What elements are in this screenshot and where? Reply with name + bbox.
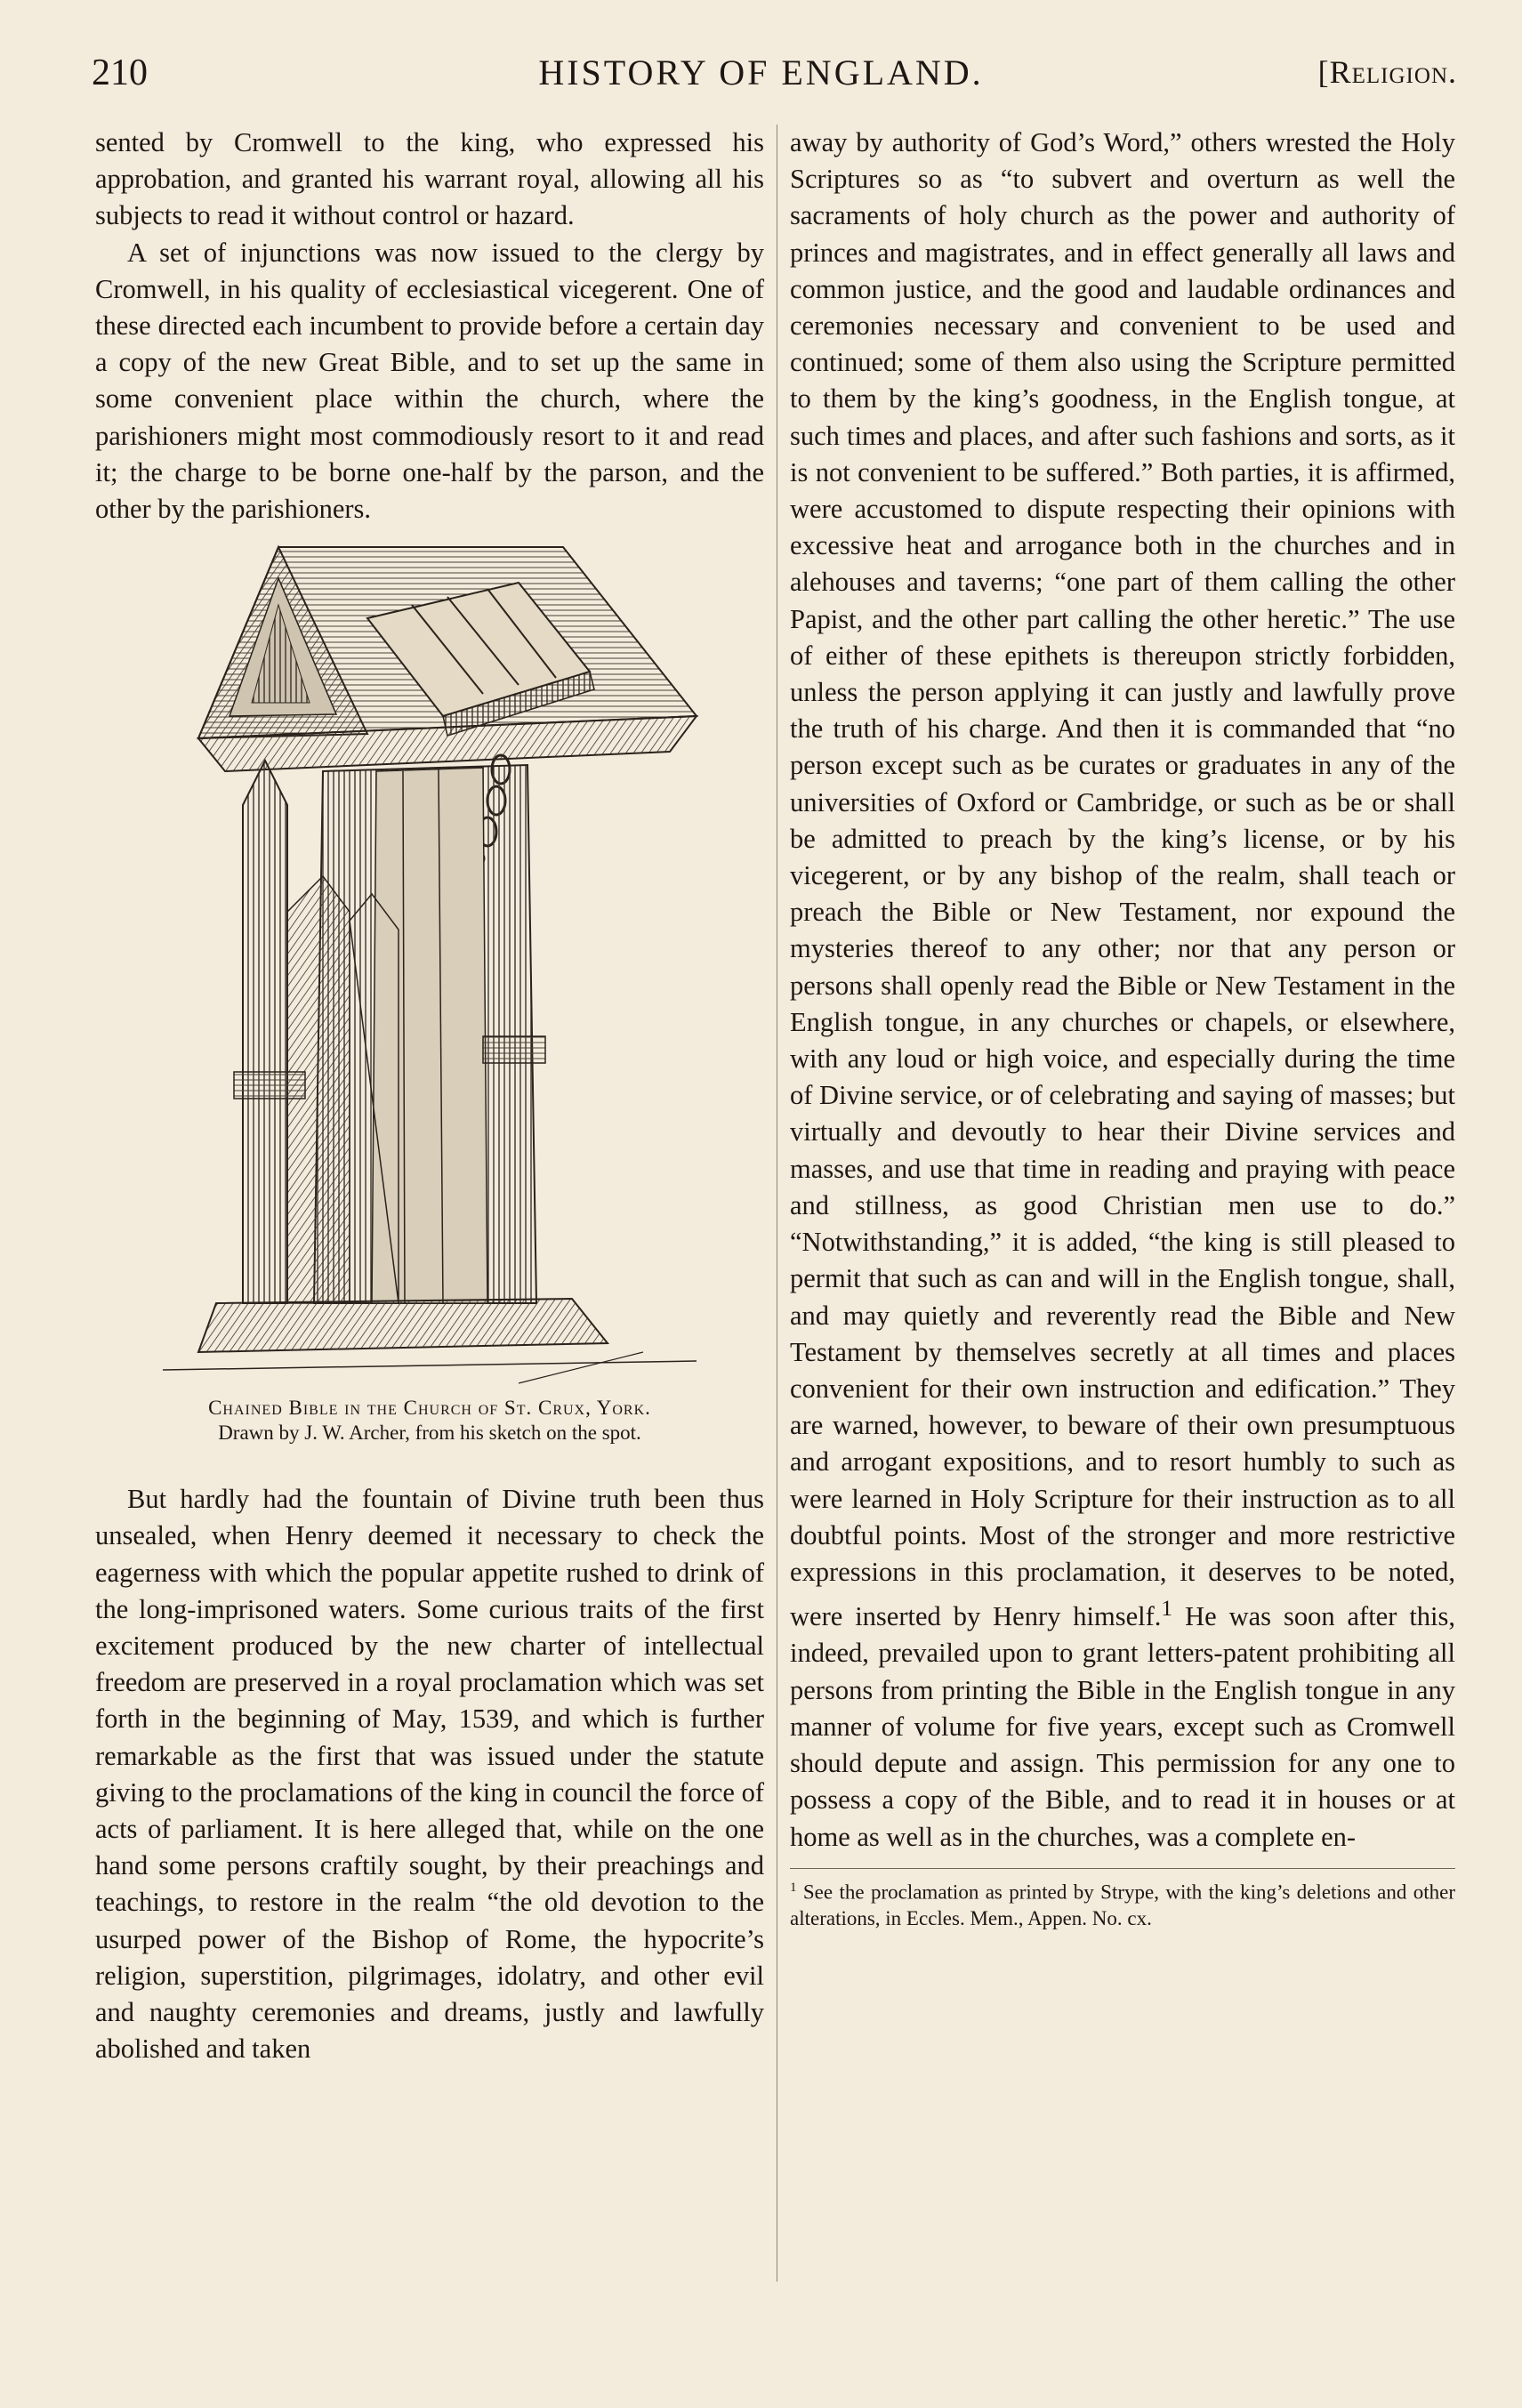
section-label: [Religion. <box>1317 54 1457 90</box>
caption-credit: Drawn by J. W. Archer, from his sketch on the spot. <box>218 1421 641 1445</box>
chained-bible-lectern-icon <box>145 538 714 1392</box>
right-column <box>790 125 1455 1932</box>
figure-caption <box>95 1396 764 1446</box>
running-header <box>0 52 1522 105</box>
caption-title: Chained Bible in the Church of St. Crux, York. <box>208 1397 651 1420</box>
paragraph <box>790 125 1455 1856</box>
paragraph: A set of injunctions was now issued to the clergy by Cromwell, in his quality of ecclesiastical vicegerent. One of these directed each incumbent to provide before a certain day a copy of the new Great Bible, and to set up the same in some convenient place within the church, where the parishioners might most commodiously resort to it and read it; the charge to be borne one-half by the parson, and the other by the parishioners. <box>95 237 764 525</box>
footnote <box>790 1874 1455 1933</box>
footnote-marker: 1 <box>1161 1596 1173 1622</box>
page-number: 210 <box>92 52 148 93</box>
paragraph-text: away by authority of God’s Word,” others wrested the Holy Scriptures so as “to subvert and overturn as well the sacraments of holy church as the power and authority of princes and magistrates, and in effect generally all laws and common justice, and the good and laudable ordinances and ceremonies necessary and convenient to be used and continued; some of them also using the Scripture permitted to them by the king’s goodness, in the English tongue, at such times and places, and after such fashions and sorts, as it is not convenient to be suffered.” Both parties, it is affirmed, were accustomed to dispute respecting their opinions with excessive heat and arrogance both in the churches and in alehouses and taverns; “one part of them calling the other Papist, and the other part calling the other heretic.” The use of either of these epithets is thereupon strictly forbidden, unless the person applying it can justly and lawfully prove the truth of his charge. And then it is commanded that “no person except such as be curates or graduates in any of the universities of Oxford or Cambridge, or such as be or shall be admitted to preach by the king’s license, or by his vicegerent, or by any bishop of the realm, shall teach or preach the Bible or New Testament, nor expound the mysteries thereof to any other; nor that any person or persons shall openly read the Bible or New Testament in the English tongue, in any churches or chapels, or elsewhere, with any loud or high voice, and especially during the time of Divine service, or of celebrating and saying of masses; but virtually and devoutly to hear their Divine services and masses, and use that time in reading and praying with peace and stillness, as good Christian men use to do.” “Notwithstanding,” it is added, “the king is still pleased to permit that such as can and will in the English tongue, shall, and may quietly and reverently read the Bible and New Testament by themselves secretly at all times and places convenient for their own instruction and edification.” They are warned, however, to beware of their own presumptuous and arrogant expositions, and to resort humbly to such as were learned in Holy Scripture for their instruction as to all doubtful points. Most of the stronger and more restrictive expressions in this proclamation, it deserves to be noted, were inserted by Henry himself. <box>790 127 1455 1632</box>
footnote-text: See the proclamation as printed by Strype, with the king’s deletions and other alterations, in Eccles. Mem., Appen. No. cx. <box>790 1880 1456 1930</box>
paragraph: sented by Cromwell to the king, who expressed his approbation, and granted his warrant royal, allowing all his subjects to read it without control or hazard. <box>95 127 764 231</box>
footnote-rule <box>790 1868 1455 1869</box>
footnote-number: 1 <box>790 1880 797 1895</box>
left-column <box>95 125 764 2067</box>
paragraph: But hardly had the fountain of Divine truth been thus unsealed, when Henry deemed it necessary to check the eagerness with which the popular appetite rushed to drink of the long-imprisoned waters. Some curious traits of the first excitement produced by the new charter of intellectual freedom are preserved in a royal proclamation which was set forth in the beginning of May, 1539, and which is further remarkable as the first that was issued under the statute giving to the proclamations of the king in council the force of acts of parliament. It is here alleged that, while on the one hand some persons craftily sought, by their preachings and teachings, to restore in the realm “the old devotion to the usurped power of the Bishop of Rome, the hypocrite’s religion, superstition, pilgrimages, idolatry, and other evil and naughty ceremonies and dreams, justly and lawfully abolished and taken <box>95 1484 764 2065</box>
running-title: HISTORY OF ENGLAND. <box>538 52 984 93</box>
paragraph-text: He was soon after this, indeed, prevailed upon to grant letters-patent prohibiting all persons from printing the Bible in the English tongue in any manner of volume for five years, except such as Cromwell should depute and assign. This permission for any one to possess a copy of the Bible, and to read it in houses or at home as well as in the churches, was a complete en- <box>790 1601 1456 1852</box>
chained-bible-illustration <box>95 538 764 1446</box>
